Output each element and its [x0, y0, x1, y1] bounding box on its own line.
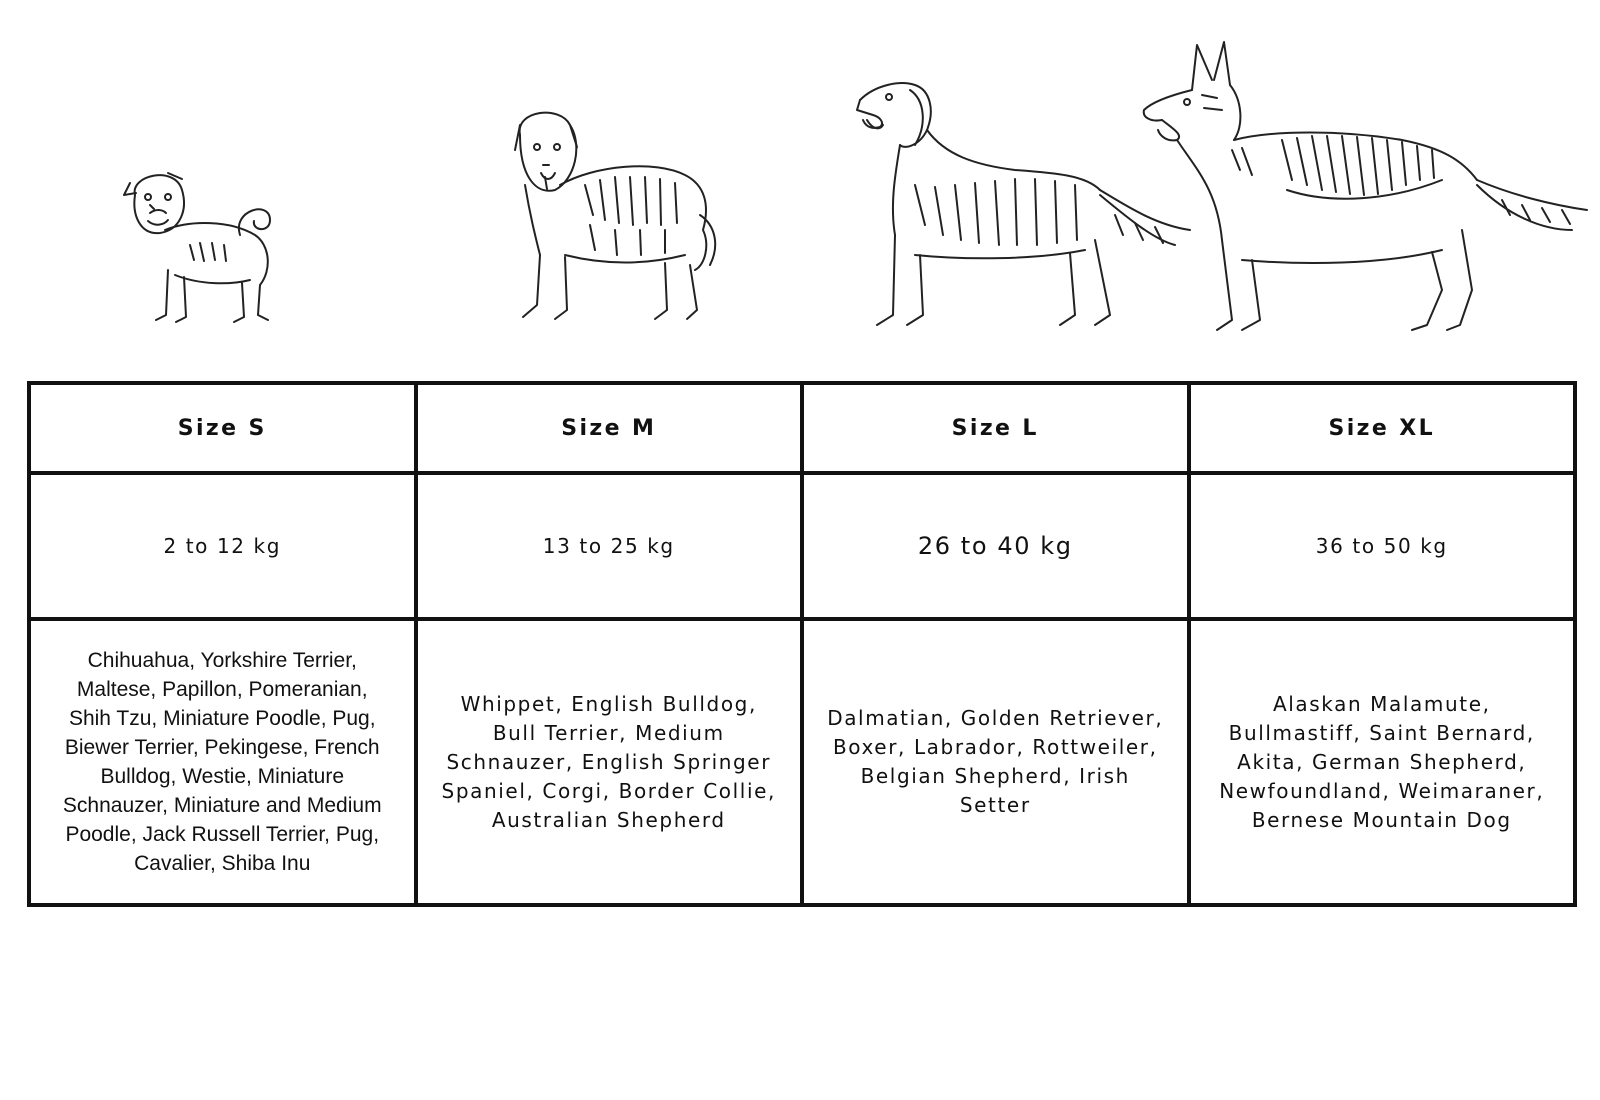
australian-shepherd-illustration — [505, 105, 730, 330]
size-s-weight: 2 to 12 kg — [29, 473, 416, 619]
size-header-row — [29, 383, 1575, 473]
size-l-weight: 26 to 40 kg — [802, 473, 1189, 619]
size-m-breeds: Whippet, English Bulldog, Bull Terrier, Medium Schnauzer, English Springer Spaniel, Corgi, Border Collie, Australian Shepherd — [416, 619, 803, 905]
weight-row — [29, 473, 1575, 619]
size-m-weight: 13 to 25 kg — [416, 473, 803, 619]
size-xl-breeds: Alaskan Malamute, Bullmastiff, Saint Bernard, Akita, German Shepherd, Newfoundland, Weimaraner, Bernese Mountain Dog — [1189, 619, 1576, 905]
pug-illustration — [120, 165, 295, 330]
size-m-header: Size M — [416, 383, 803, 473]
size-xl-weight: 36 to 50 kg — [1189, 473, 1576, 619]
size-s-breeds: Chihuahua, Yorkshire Terrier, Maltese, Papillon, Pomeranian, Shih Tzu, Miniature Poodle, Pug, Biewer Terrier, Pekingese, French Bulldog, Westie, Miniature Schnauzer, Miniature and Medium Poodle, Jack Russell Terrier, Pug, Cavalier, Shiba Inu — [29, 619, 416, 905]
german-shepherd-illustration — [1142, 40, 1592, 336]
dog-size-table — [27, 381, 1577, 907]
size-l-breeds: Dalmatian, Golden Retriever, Boxer, Labrador, Rottweiler, Belgian Shepherd, Irish Setter — [802, 619, 1189, 905]
size-l-header: Size L — [802, 383, 1189, 473]
size-s-header: Size S — [29, 383, 416, 473]
breeds-row — [29, 619, 1575, 905]
size-xl-header: Size XL — [1189, 383, 1576, 473]
